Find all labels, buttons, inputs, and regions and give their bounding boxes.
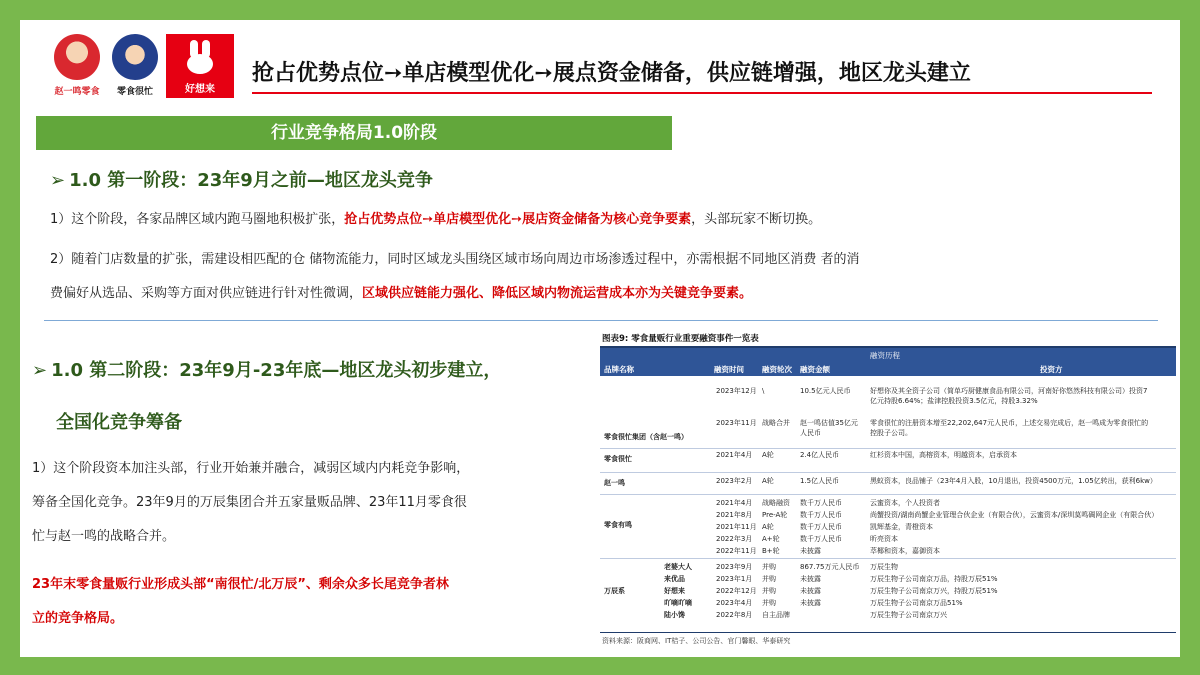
table-row-separator [600, 494, 1176, 495]
table-row-separator [600, 558, 1176, 559]
table-cell-amount: 未披露 [800, 587, 821, 595]
table-cell-round: A+轮 [762, 535, 780, 543]
table-cell-brand: 零食有鸣 [604, 521, 632, 529]
table-cell-amount: 1.5亿人民币 [800, 477, 840, 485]
table-cell-amount: 人民币 [800, 429, 821, 437]
table-cell-round: 并购 [762, 599, 776, 607]
table-cell-amount: 赵一鸣估值35亿元 [800, 419, 858, 427]
table-cell-investor: 万辰生物子公司南京万兴，持股万辰51% [870, 587, 998, 595]
table-cell-brand: 零食很忙集团（含赵一鸣） [604, 433, 688, 441]
table-row-separator [600, 472, 1176, 473]
page-title: 抢占优势点位➙单店模型优化➙展点资金储备，供应链增强，地区龙头建立 [252, 61, 971, 86]
text-line: 筹备全国化竞争。23年9月的万辰集团合并五家量贩品牌、23年11月零食很 [32, 495, 467, 510]
column-header: 融资金额 [800, 365, 830, 374]
rabbit-icon [184, 40, 216, 76]
logo-caption: 赵一鸣零食 [54, 87, 100, 97]
phase1-heading-text: 1.0 第一阶段：23年9月之前—地区龙头竞争 [69, 170, 433, 191]
text-line: 1）这个阶段资本加注头部，行业开始兼并融合，减弱区域内内耗竞争影响， [32, 461, 470, 476]
table-cell-investor: 黑蚁资本，良品铺子（23年4月入股，10月退出，投资4500万元，1.05亿转出，获利6kw） [870, 477, 1157, 485]
phase2-heading [32, 356, 501, 382]
text-line: 立的竞争格局。 [32, 611, 124, 626]
table-cell-date: 2023年9月 [716, 563, 753, 571]
table-cell-sub-brand: 吖嘀吖嘀 [664, 599, 692, 607]
table-row-separator [600, 448, 1176, 449]
table-cell-investor: 万辰生物 [870, 563, 898, 571]
table-cell-investor: 萃椰和资本，嘉御资本 [870, 547, 940, 555]
table-cell-investor: 昕亮资本 [870, 535, 898, 543]
text-line: 23年末零食量贩行业形成头部“南很忙/北万辰”、剩余众多长尾竞争者林 [32, 577, 449, 592]
section-divider [44, 320, 1158, 321]
arrow-bullet-icon: ➢ [32, 360, 48, 381]
table-cell-amount: 数千万人民币 [800, 511, 842, 519]
logo-caption: 好想来 [185, 84, 215, 95]
phase2-paragraph [32, 452, 592, 554]
table-cell-round: 并购 [762, 575, 776, 583]
table-cell-round: A轮 [762, 477, 774, 485]
mascot-icon [54, 34, 100, 80]
table-cell-date: 2023年12月 [716, 387, 757, 395]
table-cell-brand: 万辰系 [604, 587, 625, 595]
text-line: 忙与赵一鸣的战略合并。 [32, 529, 176, 544]
table-column-header [600, 362, 1176, 376]
table-cell-date: 2023年1月 [716, 575, 753, 583]
table-cell-sub-brand: 老婆大人 [664, 563, 692, 571]
table-cell-round: Pre-A轮 [762, 511, 788, 519]
table-cell-date: 2021年4月 [716, 499, 753, 507]
table-cell-round: 并购 [762, 587, 776, 595]
column-header: 融资轮次 [762, 365, 792, 374]
phase1-heading [50, 166, 433, 192]
text-line: 2）随着门店数量的扩张，需建设相匹配的仓 储物流能力，同时区域龙头围绕区域市场向周边市场渗透过程中，亦需根据不同地区消费 者的消 [50, 252, 860, 267]
table-cell-amount: 10.5亿元人民币 [800, 387, 851, 395]
title-underline [252, 92, 1152, 94]
group-header-label: 融资历程 [870, 351, 900, 360]
text-run: 1）这个阶段，各家品牌区域内跑马圈地积极扩张， [50, 212, 345, 227]
haoxianglai-logo [166, 34, 234, 98]
table-cell-amount: 未披露 [800, 599, 821, 607]
table-cell-date: 2023年11月 [716, 419, 757, 427]
table-cell-round: 战略融资 [762, 499, 790, 507]
table-cell-sub-brand: 陆小馋 [664, 611, 685, 619]
table-cell-date: 2021年11月 [716, 523, 757, 531]
arrow-bullet-icon: ➢ [50, 170, 66, 191]
phase2-heading-text: 1.0 第二阶段：23年9月-23年底—地区龙头初步建立， [51, 360, 502, 381]
table-cell-date: 2023年4月 [716, 599, 753, 607]
column-header: 品牌名称 [604, 365, 634, 374]
table-cell-round: A轮 [762, 451, 774, 459]
figure-source: 资料来源：阪商网、IT桔子、公司公告、官门馨眼、华泰研究 [602, 637, 791, 645]
column-header: 投资方 [1040, 365, 1063, 374]
table-cell-amount: 数千万人民币 [800, 523, 842, 531]
table-cell-round: 并购 [762, 563, 776, 571]
text-run: ，头部玩家不断切换。 [691, 212, 822, 227]
table-cell-investor: 亿元持股6.64%；盐津控股投资3.5亿元，持股3.32% [870, 397, 1038, 405]
lingshihenmang-logo [108, 34, 162, 98]
table-cell-brand: 赵一鸣 [604, 479, 625, 487]
table-cell-date: 2021年4月 [716, 451, 753, 459]
table-cell-date: 2023年2月 [716, 477, 753, 485]
text-run: 费偏好从选品、采购等方面对供应链进行针对性微调， [50, 286, 363, 301]
table-cell-date: 2022年3月 [716, 535, 753, 543]
table-cell-investor: 零食很忙的注册资本增至22,202,647元人民币，上述交易完成后，赵一鸣成为零食很忙的 [870, 419, 1149, 427]
table-cell-brand: 零食很忙 [604, 455, 632, 463]
slide [20, 20, 1180, 657]
table-cell-amount: 未披露 [800, 575, 821, 583]
table-cell-date: 2021年8月 [716, 511, 753, 519]
table-cell-investor: 好想你及其全资子公司（简单巧厨健康食品有限公司，河南好你悠然科技有限公司）投资7 [870, 387, 1148, 395]
table-cell-investor: 万辰生物子公司南京万品，持股万辰51% [870, 575, 998, 583]
table-cell-round: A轮 [762, 523, 774, 531]
column-header: 融资时间 [714, 365, 744, 374]
table-cell-investor: 凯辉基金，青橙资本 [870, 523, 933, 531]
mascot-icon [112, 34, 158, 80]
table-cell-sub-brand: 好想来 [664, 587, 685, 595]
table-cell-round: \ [762, 387, 765, 395]
financing-table-figure [600, 332, 1178, 652]
logo-caption: 零食很忙 [116, 87, 153, 97]
phase1-paragraph-1 [50, 206, 1160, 234]
table-cell-date: 2022年12月 [716, 587, 757, 595]
highlight-text: 区域供应链能力强化、降低区域内物流运营成本亦为关键竞争要素。 [362, 286, 753, 301]
table-cell-sub-brand: 来优品 [664, 575, 685, 583]
table-cell-investor: 万辰生物子公司南京万品51% [870, 599, 963, 607]
table-cell-amount: 数千万人民币 [800, 499, 842, 507]
table-cell-investor: 云蜜资本，个人投资者 [870, 499, 940, 507]
table-cell-round: B+轮 [762, 547, 780, 555]
zhaoyiming-logo [50, 34, 104, 98]
table-cell-investor: 尚蟹投资/湖南尚蟹企业管理合伙企业（有限合伙），云蜜资本/深圳莫鸣碉网企业（有限合伙） [870, 511, 1159, 519]
section-banner: 行业竞争格局1.0阶段 [36, 116, 672, 150]
table-cell-amount: 2.4亿人民币 [800, 451, 840, 459]
table-cell-investor: 万辰生物子公司南京万兴 [870, 611, 947, 619]
figure-rule [600, 632, 1176, 633]
phase2-heading-line2: 全国化竞争筹备 [56, 412, 182, 433]
table-cell-amount: 未披露 [800, 547, 821, 555]
table-group-header [600, 348, 1176, 362]
highlight-text: 抢占优势点位➙单店模型优化➙展店资金储备为核心竞争要素 [344, 212, 692, 227]
table-cell-investor: 红杉资本中国，高榕资本，明越资本，启承资本 [870, 451, 1017, 459]
phase1-paragraph-2 [50, 246, 1160, 308]
phase2-conclusion [32, 568, 592, 636]
figure-caption: 图表9: 零食量贩行业重要融资事件一览表 [602, 334, 759, 344]
table-cell-amount: 数千万人民币 [800, 535, 842, 543]
table-cell-date: 2022年8月 [716, 611, 753, 619]
table-cell-amount: 867.75万元人民币 [800, 563, 860, 571]
table-cell-round: 自主品牌 [762, 611, 790, 619]
table-cell-investor: 控股子公司。 [870, 429, 912, 437]
table-cell-round: 战略合并 [762, 419, 790, 427]
table-cell-date: 2022年11月 [716, 547, 757, 555]
